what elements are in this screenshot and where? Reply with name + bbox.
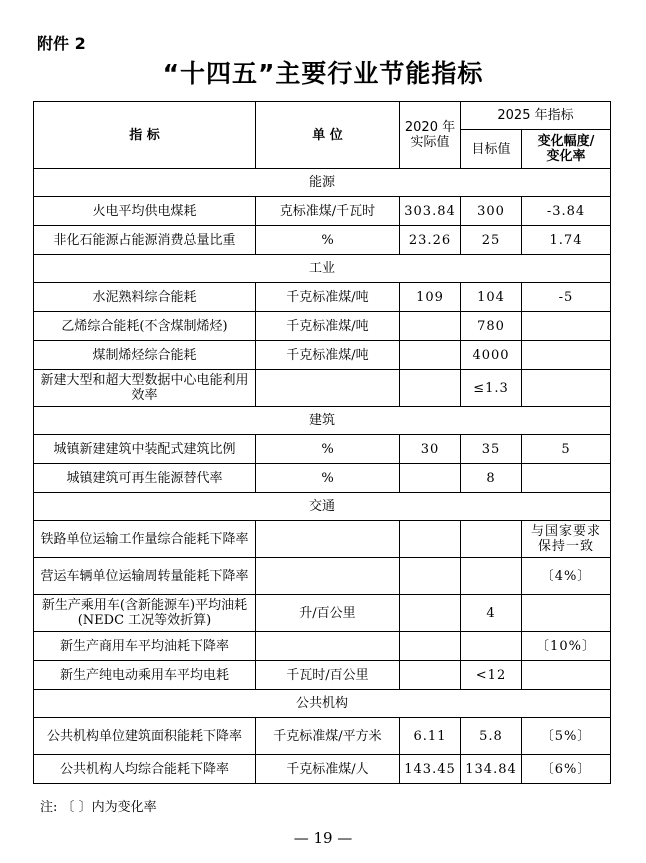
cell-target: 134.84 bbox=[461, 755, 522, 784]
section-title: 建筑 bbox=[34, 407, 611, 435]
cell-indicator: 城镇建筑可再生能源替代率 bbox=[34, 464, 256, 493]
cell-target: 8 bbox=[461, 464, 522, 493]
cell-change bbox=[522, 312, 611, 341]
cell-change: 〔6%〕 bbox=[522, 755, 611, 784]
cell-target bbox=[461, 521, 522, 558]
cell-target: 780 bbox=[461, 312, 522, 341]
header-unit: 单 位 bbox=[256, 102, 400, 169]
cell-indicator: 水泥熟料综合能耗 bbox=[34, 283, 256, 312]
cell-change bbox=[522, 464, 611, 493]
section-row bbox=[34, 407, 611, 435]
table-row bbox=[34, 521, 611, 558]
table-row bbox=[34, 283, 611, 312]
cell-actual bbox=[400, 312, 461, 341]
section-row bbox=[34, 255, 611, 283]
page-title: “十四五”主要行业节能指标 bbox=[162, 59, 484, 88]
cell-target: 4 bbox=[461, 595, 522, 632]
header-target-value: 目标值 bbox=[461, 130, 522, 169]
section-row bbox=[34, 493, 611, 521]
table-row bbox=[34, 226, 611, 255]
cell-target: 300 bbox=[461, 197, 522, 226]
cell-change bbox=[522, 341, 611, 370]
cell-indicator: 城镇新建建筑中装配式建筑比例 bbox=[34, 435, 256, 464]
cell-unit bbox=[256, 558, 400, 595]
cell-change bbox=[522, 595, 611, 632]
table-row bbox=[34, 435, 611, 464]
cell-change: 〔5%〕 bbox=[522, 718, 611, 755]
attachment-label: 附件 2 bbox=[37, 34, 86, 53]
table-row bbox=[34, 370, 611, 407]
section-row bbox=[34, 169, 611, 197]
cell-change: -5 bbox=[522, 283, 611, 312]
cell-actual bbox=[400, 661, 461, 690]
section-title: 公共机构 bbox=[34, 690, 611, 718]
cell-actual bbox=[400, 595, 461, 632]
table-row bbox=[34, 464, 611, 493]
cell-target: 5.8 bbox=[461, 718, 522, 755]
cell-change: 〔4%〕 bbox=[522, 558, 611, 595]
cell-unit: 千瓦时/百公里 bbox=[256, 661, 400, 690]
table-row bbox=[34, 632, 611, 661]
cell-change: 与国家要求保持一致 bbox=[522, 521, 611, 558]
header-actual-2020: 2020 年 实际值 bbox=[400, 102, 461, 169]
table-row bbox=[34, 312, 611, 341]
cell-indicator: 新生产乘用车(含新能源车)平均油耗(NEDC 工况等效折算) bbox=[34, 595, 256, 632]
cell-change: -3.84 bbox=[522, 197, 611, 226]
cell-indicator: 乙烯综合能耗(不含煤制烯烃) bbox=[34, 312, 256, 341]
cell-target bbox=[461, 558, 522, 595]
cell-indicator: 新生产商用车平均油耗下降率 bbox=[34, 632, 256, 661]
indicator-table bbox=[33, 101, 611, 784]
cell-actual bbox=[400, 558, 461, 595]
cell-change bbox=[522, 370, 611, 407]
cell-actual bbox=[400, 464, 461, 493]
cell-unit: 千克标准煤/吨 bbox=[256, 283, 400, 312]
table-body bbox=[34, 169, 611, 784]
cell-target bbox=[461, 632, 522, 661]
cell-unit bbox=[256, 521, 400, 558]
cell-actual bbox=[400, 341, 461, 370]
section-row bbox=[34, 690, 611, 718]
table-row bbox=[34, 341, 611, 370]
cell-indicator: 火电平均供电煤耗 bbox=[34, 197, 256, 226]
cell-target: <12 bbox=[461, 661, 522, 690]
header-change: 变化幅度/ 变化率 bbox=[522, 130, 611, 169]
table-note: 注: 〔 〕内为变化率 bbox=[40, 800, 157, 815]
cell-change: 1.74 bbox=[522, 226, 611, 255]
cell-actual bbox=[400, 370, 461, 407]
cell-target: 4000 bbox=[461, 341, 522, 370]
cell-actual: 109 bbox=[400, 283, 461, 312]
table-row bbox=[34, 718, 611, 755]
cell-indicator: 新生产纯电动乘用车平均电耗 bbox=[34, 661, 256, 690]
cell-actual: 143.45 bbox=[400, 755, 461, 784]
cell-actual: 30 bbox=[400, 435, 461, 464]
cell-unit: % bbox=[256, 435, 400, 464]
cell-indicator: 公共机构单位建筑面积能耗下降率 bbox=[34, 718, 256, 755]
cell-unit: 千克标准煤/人 bbox=[256, 755, 400, 784]
cell-indicator: 新建大型和超大型数据中心电能利用效率 bbox=[34, 370, 256, 407]
cell-change: 5 bbox=[522, 435, 611, 464]
header-target-2025: 2025 年指标 bbox=[461, 102, 611, 130]
table-row bbox=[34, 661, 611, 690]
cell-change: 〔10%〕 bbox=[522, 632, 611, 661]
cell-actual: 303.84 bbox=[400, 197, 461, 226]
cell-unit bbox=[256, 370, 400, 407]
cell-unit: % bbox=[256, 226, 400, 255]
cell-target: ≤1.3 bbox=[461, 370, 522, 407]
cell-unit: 千克标准煤/吨 bbox=[256, 312, 400, 341]
cell-indicator: 煤制烯烃综合能耗 bbox=[34, 341, 256, 370]
cell-unit bbox=[256, 632, 400, 661]
cell-target: 104 bbox=[461, 283, 522, 312]
header-indicator: 指 标 bbox=[34, 102, 256, 169]
table-row bbox=[34, 197, 611, 226]
cell-actual: 6.11 bbox=[400, 718, 461, 755]
cell-indicator: 公共机构人均综合能耗下降率 bbox=[34, 755, 256, 784]
cell-indicator: 营运车辆单位运输周转量能耗下降率 bbox=[34, 558, 256, 595]
page-number: — 19 — bbox=[293, 829, 353, 847]
cell-actual: 23.26 bbox=[400, 226, 461, 255]
cell-target: 25 bbox=[461, 226, 522, 255]
cell-indicator: 铁路单位运输工作量综合能耗下降率 bbox=[34, 521, 256, 558]
table-row bbox=[34, 595, 611, 632]
section-title: 交通 bbox=[34, 493, 611, 521]
cell-change bbox=[522, 661, 611, 690]
cell-unit: % bbox=[256, 464, 400, 493]
cell-unit: 升/百公里 bbox=[256, 595, 400, 632]
cell-unit: 千克标准煤/平方米 bbox=[256, 718, 400, 755]
section-title: 能源 bbox=[34, 169, 611, 197]
cell-indicator: 非化石能源占能源消费总量比重 bbox=[34, 226, 256, 255]
cell-target: 35 bbox=[461, 435, 522, 464]
cell-actual bbox=[400, 521, 461, 558]
section-title: 工业 bbox=[34, 255, 611, 283]
cell-unit: 克标准煤/千瓦时 bbox=[256, 197, 400, 226]
cell-actual bbox=[400, 632, 461, 661]
table-row bbox=[34, 755, 611, 784]
table-row bbox=[34, 558, 611, 595]
cell-unit: 千克标准煤/吨 bbox=[256, 341, 400, 370]
